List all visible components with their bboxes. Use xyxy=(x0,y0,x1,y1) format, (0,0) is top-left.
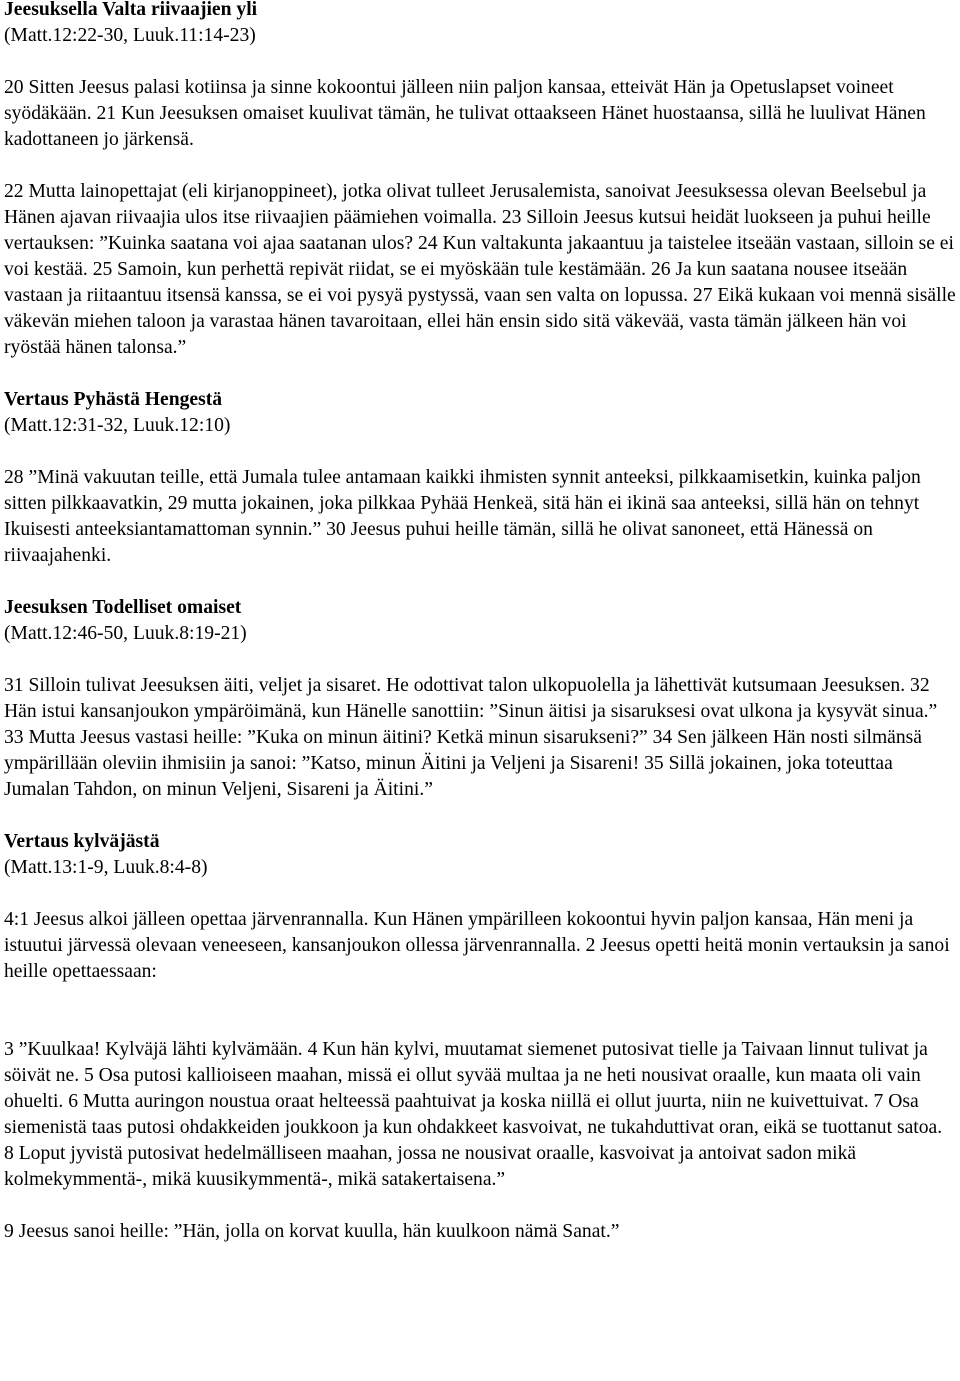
paragraph: 22 Mutta lainopettajat (eli kirjanoppineet), jotka olivat tulleet Jerusalemista, sanoivat Jeesuksessa olevan Beelsebul ja Hänen ajavan riivaajia ulos itse riivaajien päämiehen voimalla. 23 Silloin Jeesus kutsui heidät luokseen ja puhui heille vertauksen: ”Kuinka saatana voi ajaa saatanan ulos? 24 Kun valtakunta jakaantuu ja taistelee itseään vastaan, silloin se ei voi kestää. 25 Samoin, kun perhettä repivät riidat, se ei myöskään tule kestämään. 26 Ja kun saatana nousee itseään vastaan ja riitaantuu itsensä kanssa, se ei voi pysyä pystyssä, vaan sen valta on lopussa. 27 Eikä kukaan voi mennä sisälle väkevän miehen taloon ja varastaa hänen tavaroitaan, ellei hän ensin sido sitä väkevää, vasta tämän jälkeen hän voi ryöstää hänen talonsa.” xyxy=(4,181,956,358)
section-title: Vertaus kylväjästä xyxy=(4,831,160,852)
section-title: Jeesuksen Todelliset omaiset xyxy=(4,597,242,618)
paragraph: 31 Silloin tulivat Jeesuksen äiti, veljet ja sisaret. He odottivat talon ulkopuolella ja lähettivät kutsumaan Jeesuksen. 32 Hän istui kansanjoukon ympäröimänä, kun Hänelle sanottiin: ”Sinun äitisi ja sisaruksesi ovat ulkona ja kysyvät sinua.” 33 Mutta Jeesus vastasi heille: ”Kuka on minun äitini? Ketkä minun sisarukseni?” 34 Sen jälkeen Hän nosti silmänsä ympärillään oleviin ihmisiin ja sanoi: ”Katso, minun Äitini ja Veljeni ja Sisareni! 35 Sillä jokainen, joka toteuttaa Jumalan Tahdon, on minun Veljeni, Sisareni ja Äitini.” xyxy=(4,675,938,800)
scripture-reference: (Matt.12:46-50, Luuk.8:19-21) xyxy=(4,623,247,644)
scripture-reference: (Matt.12:31-32, Luuk.12:10) xyxy=(4,415,231,436)
paragraph: 4:1 Jeesus alkoi jälleen opettaa järvenrannalla. Kun Hänen ympärilleen kokoontui hyvin paljon kansaa, Hän meni ja istuutui järvessä olevaan veneeseen, kansanjoukon ollessa järvenrannalla. 2 Jeesus opetti heitä monin vertauksin ja sanoi heille opettaessaan: xyxy=(4,909,950,982)
scripture-reference: (Matt.13:1-9, Luuk.8:4-8) xyxy=(4,857,208,878)
scripture-reference: (Matt.12:22-30, Luuk.11:14-23) xyxy=(4,25,256,46)
paragraph: 20 Sitten Jeesus palasi kotiinsa ja sinne kokoontui jälleen niin paljon kansaa, etteivät Hän ja Opetuslapset voineet syödäkään. 21 Kun Jeesuksen omaiset kuulivat tämän, he tulivat ottaakseen Hänet huostaansa, sillä he luulivat Hänen kadottaneen jo järkensä. xyxy=(4,77,926,150)
paragraph: 28 ”Minä vakuutan teille, että Jumala tulee antamaan kaikki ihmisten synnit anteeksi, pilkkaamisetkin, kuinka paljon sitten pilkkaavatkin, 29 mutta jokainen, joka pilkkaa Pyhää Henkeä, sitä hän ei ikinä saa anteeksi, sillä hän on tehnyt Ikuisesti anteeksiantamattoman synnin.” 30 Jeesus puhui heille tämän, sillä he olivat sanoneet, että Hänessä on riivaajahenki. xyxy=(4,467,921,566)
document-page xyxy=(4,0,956,1245)
section-title: Jeesuksella Valta riivaajien yli xyxy=(4,0,258,20)
paragraph: 9 Jeesus sanoi heille: ”Hän, jolla on korvat kuulla, hän kuulkoon nämä Sanat.” xyxy=(4,1221,620,1242)
paragraph: 3 ”Kuulkaa! Kylväjä lähti kylvämään. 4 Kun hän kylvi, muutamat siemenet putosivat tielle ja Taivaan linnut tulivat ja söivät ne. 5 Osa putosi kallioiseen maahan, missä ei ollut syvää multaa ja ne heti nousivat oraalle, kun maata oli vain ohuelti. 6 Mutta auringon noustua oraat helteessä paahtuivat ja koska niillä ei ollut juurta, niin ne kuivettuivat. 7 Osa siemenistä taas putosi ohdakkeiden joukkoon ja kun ohdakkeet kasvoivat, ne tukahduttivat oran, eikä se tuottanut satoa. 8 Loput jyvistä putosivat hedelmälliseen maahan, jossa ne nousivat oraalle, kasvoivat ja antoivat sadon mikä kolmekymmentä-, mikä kuusikymmentä-, mikä satakertaisena.” xyxy=(4,1039,943,1190)
section-title: Vertaus Pyhästä Hengestä xyxy=(4,389,223,410)
